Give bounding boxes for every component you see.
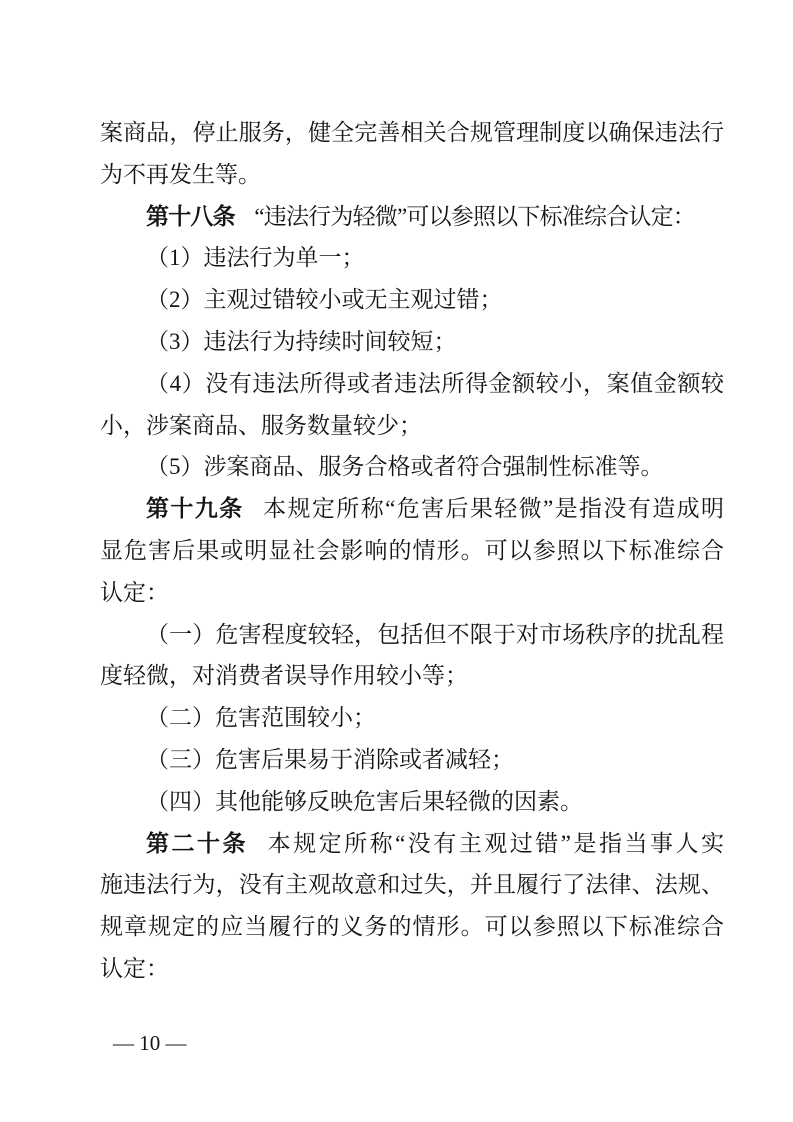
text-line-item-3 [100, 321, 724, 363]
line-text: 施违法行为，没有主观故意和过失，并且履行了法律、法规、 [100, 872, 724, 898]
line-text: （5）涉案商品、服务合格或者符合强制性标准等。 [146, 454, 664, 480]
text-line [100, 572, 724, 614]
line-text: 小，涉案商品、服务数量较少； [100, 412, 422, 438]
line-text: （二）危害范围较小； [146, 705, 376, 731]
article-number: 第十九条 [146, 496, 244, 522]
text-line-item-1 [100, 237, 724, 279]
article-number: 第二十条 [146, 830, 249, 856]
text-line-item-2 [100, 279, 724, 321]
line-text: （三）危害后果易于消除或者减轻； [146, 746, 514, 772]
line-text: 为不再发生等。 [100, 161, 261, 187]
line-text: （1）违法行为单一； [146, 245, 365, 271]
document-body [100, 112, 724, 990]
text-line-article-20 [100, 823, 724, 865]
text-line [100, 948, 724, 990]
line-text: 本规定所称“危害后果轻微”是指没有造成明 [263, 496, 725, 522]
text-line-item-san [100, 739, 724, 781]
line-text: 认定： [100, 955, 169, 981]
text-line-article-19 [100, 488, 724, 530]
line-text: 规章规定的应当履行的义务的情形。可以参照以下标准综合 [100, 914, 724, 940]
line-text: （一）危害程度较轻，包括但不限于对市场秩序的扰乱程 [146, 621, 724, 647]
text-line [100, 405, 724, 447]
line-text: （四）其他能够反映危害后果轻微的因素。 [146, 788, 583, 814]
text-line [100, 906, 724, 948]
text-line-item-5 [100, 446, 724, 488]
line-text: （4）没有违法所得或者违法所得金额较小，案值金额较 [146, 370, 724, 396]
text-line [100, 864, 724, 906]
text-line-item-si [100, 781, 724, 823]
article-number: 第十八条 [146, 203, 235, 229]
line-text: 度轻微，对消费者误导作用较小等； [100, 663, 468, 689]
line-text: 本规定所称“没有主观过错”是指当事人实 [267, 830, 725, 856]
page-number: — 10 — [113, 1031, 187, 1055]
text-line-article-18 [100, 196, 724, 238]
text-line [100, 530, 724, 572]
text-line [100, 655, 724, 697]
line-text: “违法行为轻微”可以参照以下标准综合认定： [254, 203, 695, 229]
line-text: 案商品，停止服务，健全完善相关合规管理制度以确保违法行 [100, 120, 724, 145]
text-line-item-4 [100, 363, 724, 405]
text-line [100, 154, 724, 196]
text-line-item-er [100, 697, 724, 739]
line-text: 显危害后果或明显社会影响的情形。可以参照以下标准综合 [100, 537, 724, 563]
text-line-item-yi [100, 614, 724, 656]
line-text: （2）主观过错较小或无主观过错； [146, 287, 503, 313]
text-line [100, 112, 724, 154]
line-text: （3）违法行为持续时间较短； [146, 328, 457, 354]
line-text: 认定： [100, 579, 169, 605]
